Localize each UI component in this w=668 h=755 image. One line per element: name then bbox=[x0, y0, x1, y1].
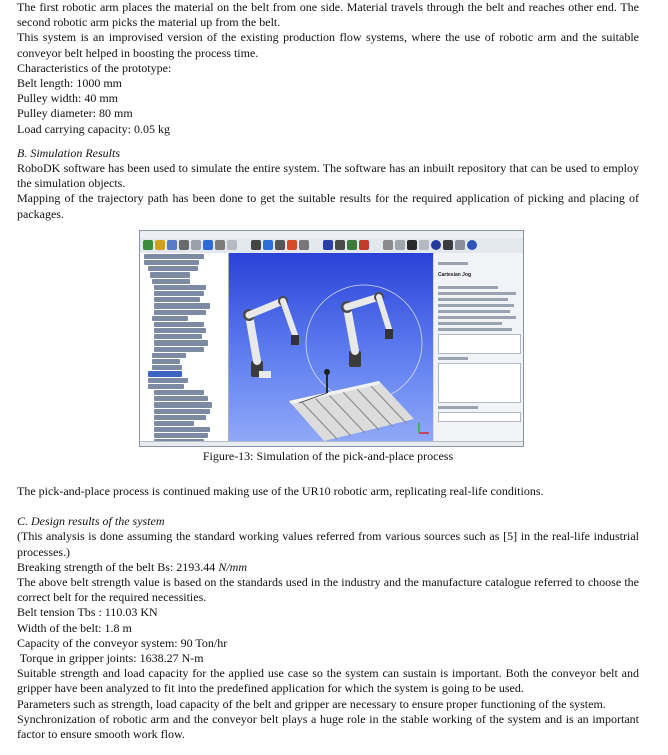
toolbar-icon bbox=[383, 240, 393, 250]
toolbar-icon bbox=[335, 240, 345, 250]
intro-paragraph-1: The first robotic arm places the material on the belt from one side. Material travels through the belt and reaches other end. The second robotic arm picks the material up from the belt. bbox=[17, 0, 639, 30]
section-c-heading: C. Design results of the system bbox=[17, 514, 165, 529]
section-c-paragraph-5: Synchronization of robotic arm and the conveyor belt plays a huge role in the stable working of the system and is an important factor to ensure smooth work flow. bbox=[17, 711, 639, 742]
toolbar-icon bbox=[347, 240, 357, 250]
section-c-paragraph-1: (This analysis is done assuming the standard working values referred from various sources such as [5] in the real-life industrial processes.) bbox=[17, 529, 639, 559]
conveyor-belt bbox=[289, 381, 414, 441]
toolbar-icon bbox=[251, 240, 261, 250]
belt-tension-line: Belt tension Tbs : 110.03 KN bbox=[17, 605, 158, 620]
characteristic-pulley-diameter: Pulley diameter: 80 mm bbox=[17, 106, 133, 121]
intro-paragraph-2: This system is an improvised version of the existing production flow systems, where the use of robotic arm and the suitable conveyor belt helped in boosting the process time. bbox=[17, 30, 639, 60]
section-b-paragraph-2: Mapping of the trajectory path has been done to get the suitable results for the required application of picking and placing of packages. bbox=[17, 191, 639, 221]
breaking-strength-label: Breaking strength of the belt Bs: 2193.44 bbox=[17, 559, 219, 574]
after-figure-paragraph: The pick-and-place process is continued making use of the UR10 robotic arm, replicating real-life conditions. bbox=[17, 484, 544, 499]
toolbar-icon bbox=[287, 240, 297, 250]
info-icon bbox=[431, 240, 441, 250]
conveyor-capacity-line: Capacity of the conveyor system: 90 Ton/hr bbox=[17, 635, 228, 650]
section-b-heading: B. Simulation Results bbox=[17, 145, 120, 160]
toolbar-icon bbox=[299, 240, 309, 250]
robot-arm-right bbox=[341, 292, 393, 367]
gripper-torque-line: Torque in gripper joints: 1638.27 N-m bbox=[17, 651, 204, 666]
robodk-statusbar bbox=[140, 441, 523, 447]
characteristics-title: Characteristics of the prototype: bbox=[17, 60, 172, 75]
cartesian-jog-panel bbox=[434, 253, 524, 441]
toolbar-icon bbox=[167, 240, 177, 250]
section-c-paragraph-2: The above belt strength value is based on the standards used in the industry and the manufacture catalogue referred to choose the correct belt for the required necessities. bbox=[17, 575, 639, 605]
toolbar-icon bbox=[191, 240, 201, 250]
help-icon bbox=[467, 240, 477, 250]
document-page bbox=[17, 0, 639, 742]
section-c-paragraph-3: Suitable strength and load capacity for the applied use case so the system can sustain is important. Both the conveyor belt and gripper have been analyzed to fit into the predefined application for which the system is going to be used. bbox=[17, 666, 639, 696]
simulation-scene bbox=[229, 253, 433, 441]
toolbar-icon bbox=[227, 240, 237, 250]
toolbar-icon bbox=[215, 240, 225, 250]
3d-viewport bbox=[229, 253, 433, 441]
toolbar-icon bbox=[395, 240, 405, 250]
toolbar-icon bbox=[419, 240, 429, 250]
characteristic-belt-length: Belt length: 1000 mm bbox=[17, 76, 122, 91]
section-c-paragraph-4: Parameters such as strength, load capacity of the belt and gripper are necessary to ensure proper functioning of the system. bbox=[17, 696, 606, 711]
characteristic-load-capacity: Load carrying capacity: 0.05 kg bbox=[17, 121, 170, 136]
axes-indicator bbox=[419, 423, 429, 433]
figure-caption: Figure-13: Simulation of the pick-and-place process bbox=[202, 448, 454, 463]
jog-panel-title: Cartesian Jog bbox=[438, 271, 472, 278]
toolbar-icon bbox=[359, 240, 369, 250]
toolbar-icon bbox=[263, 240, 273, 250]
toolbar-icon bbox=[443, 240, 453, 250]
toolbar-icon bbox=[323, 240, 333, 250]
breaking-strength-unit: N/mm bbox=[218, 559, 247, 574]
simulation-figure bbox=[139, 230, 524, 447]
belt-width-line: Width of the belt: 1.8 m bbox=[17, 620, 132, 635]
breaking-strength-line bbox=[17, 560, 639, 575]
toolbar-icon bbox=[407, 240, 417, 250]
robodk-screenshot bbox=[139, 230, 524, 447]
station-tree-panel bbox=[140, 253, 229, 441]
toolbar-icon bbox=[143, 240, 153, 250]
robot-arm-left bbox=[243, 296, 299, 378]
characteristic-pulley-width: Pulley width: 40 mm bbox=[17, 91, 119, 106]
toolbar-icon bbox=[275, 240, 285, 250]
toolbar-icon bbox=[455, 240, 465, 250]
toolbar-icon bbox=[203, 240, 213, 250]
toolbar-icon bbox=[155, 240, 165, 250]
toolbar-icon bbox=[179, 240, 189, 250]
robodk-toolbar bbox=[140, 238, 523, 254]
section-b-paragraph-1: RoboDK software has been used to simulate the entire system. The software has an inbuilt repository that can be used to employ the simulation objects. bbox=[17, 161, 639, 191]
